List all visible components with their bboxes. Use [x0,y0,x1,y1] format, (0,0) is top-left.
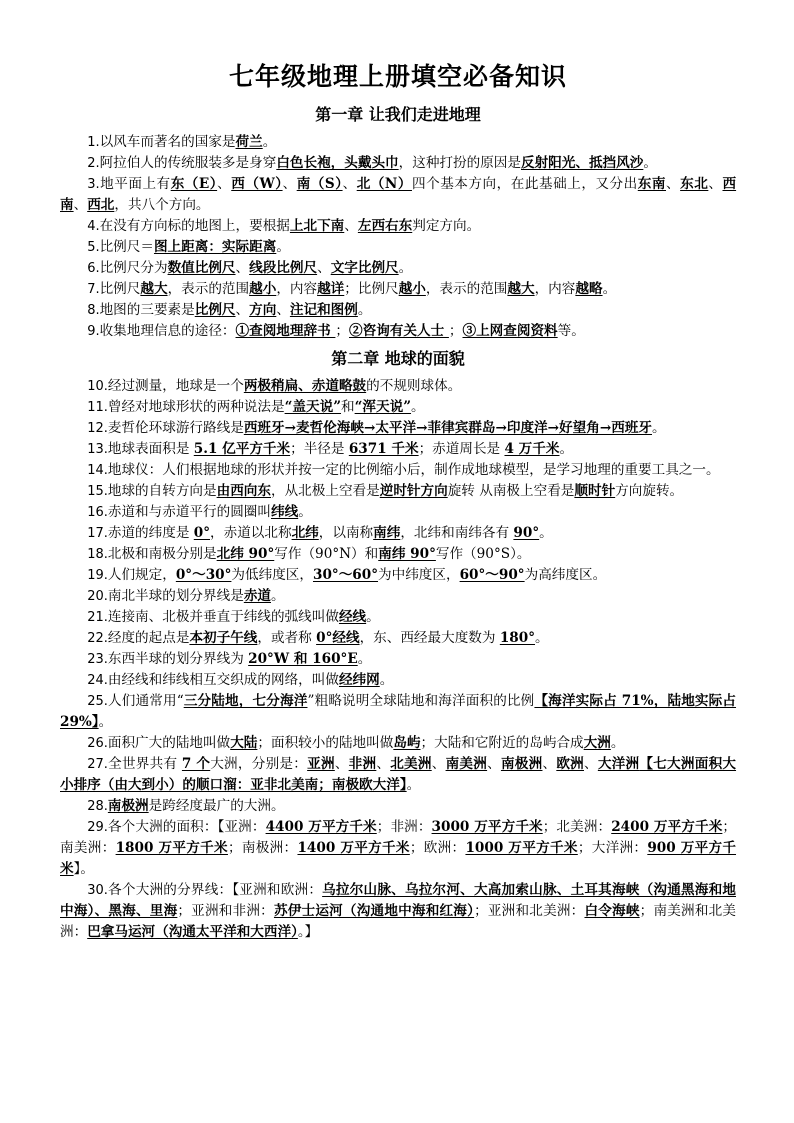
item-number: 29. [87,820,108,835]
item-number: 7. [87,282,100,297]
item-number: 25. [87,694,108,709]
item-text: 。 [276,239,290,255]
item-text: 地平面上有 [99,176,171,192]
answer-text: 南（S） [296,176,343,192]
answer-text: 三分陆地，七分海洋 [183,693,308,709]
item-text: ，以南称 [318,525,374,541]
item-text: 。 [271,588,285,604]
answer-text: 欧洲 [556,756,584,772]
answer-text: 顺时针 [574,483,616,499]
answer-text: “浑天说” [354,399,412,415]
item-text: ，东、西经最大度数为 [359,630,500,646]
answer-text: 岛屿 [393,735,421,751]
item-text: 地球的自转方向是 [107,483,217,499]
fill-blank-item [60,880,736,943]
answer-text: 1000 万平方千米 [465,840,578,856]
fill-blank-item [60,754,736,796]
item-text: 东西半球的划分界线为 [107,651,249,667]
item-number: 22. [87,631,108,646]
item-text: ；南极洲： [227,840,298,856]
item-text: 、 [235,260,250,276]
answer-text: 西北 [87,197,115,213]
item-text: ；南美洲： [60,819,736,856]
item-text: ，表示的范围 [167,281,250,297]
answer-text: 6371 千米 [348,441,419,457]
answer-text: 1400 万平方千米 [297,840,410,856]
item-text: 。 [643,155,657,171]
answer-text: 纬线 [271,504,299,520]
answer-text: 经纬网 [338,672,380,688]
answer-text: 越略 [575,281,603,297]
item-text: 。 [535,630,549,646]
answer-text: 北（N） [356,176,412,192]
item-number: 15. [87,484,108,499]
item-text: 。】 [297,924,319,940]
fill-blank-item [60,607,736,628]
answer-text: 1800 万平方千米 [115,840,228,856]
item-number: 9. [87,324,100,339]
item-text: 收集地理信息的途径： [99,323,236,339]
item-number: 20. [87,589,108,604]
item-text: 。 [406,777,421,793]
answer-text: 比例尺 [194,302,236,318]
answer-text: 7 个 [181,756,211,772]
item-text: 。 [411,399,425,415]
answer-text: 大洲 [583,735,611,751]
chapter-heading: 第二章 地球的面貌 [331,349,465,368]
document-page [60,60,736,943]
answer-text: 东（E） [170,176,218,192]
item-number: 19. [87,568,108,583]
item-text: 、 [344,218,358,234]
item-text: 。 [539,525,553,541]
fill-blank-item [60,237,736,258]
item-number: 10. [87,379,108,394]
item-text: 、 [342,176,357,192]
answer-text: 越大 [507,281,535,297]
answer-text: 白色长袍，头戴头巾 [276,155,399,171]
item-number: 12. [87,421,108,436]
answer-text: 反射阳光、抵挡风沙 [521,155,644,171]
item-number: 6. [87,261,100,276]
item-text: 。 [357,302,372,318]
answer-text: ③上网查阅资料 [462,323,558,339]
item-text: 连接南、北极并垂直于纬线的弧线叫做 [107,609,339,625]
answer-text: 0°经线 [316,630,360,646]
item-text: ；比例尺 [344,281,399,297]
answer-text: ①查阅地理辞书 [235,323,336,339]
fill-blank-item [60,418,736,439]
answer-text: 【海洋实际占 71%，陆地实际占 29%】 [60,693,737,730]
answer-text: 越小 [249,281,277,297]
answer-text: 60°～90° [459,567,525,583]
item-text: 。 [652,420,666,436]
answer-text: 【七大洲面积大小排序（由大到小）的顺口溜：亚非北美南；南极欧大洋】 [60,756,737,793]
item-text: ，赤道以北称 [210,525,292,541]
item-text: 面积广大的陆地叫做 [107,735,231,751]
item-text: 比例尺分为 [99,260,168,276]
answer-text: 白令海峡 [584,903,640,919]
fill-blank-item [60,481,736,502]
fill-blank-item [60,258,736,279]
item-number: 3. [87,177,100,192]
fill-blank-item [60,586,736,607]
answer-text: 北美洲 [390,756,432,772]
item-text: ”粗略说明全球陆地和海洋面积的比例 [307,693,535,709]
item-text: 。 [366,609,380,625]
item-text: 北极和南极分别是 [107,546,217,562]
item-text: 写作（90°N）和 [274,546,379,562]
answer-text: 本初子午线 [189,630,258,646]
answer-text: 越详 [317,281,345,297]
item-text: 全世界共有 [107,756,182,772]
item-text: ；面积较小的陆地叫做 [257,735,394,751]
item-text: 。 [379,672,394,688]
item-text: 是跨经度最广的大洲。 [148,798,285,814]
item-text: 曾经对地球形状的两种说法是 [107,399,285,415]
answer-text: 30°～60° [312,567,379,583]
item-text: 经度的起点是 [107,630,190,646]
item-text: ，北纬和南纬各有 [400,525,514,541]
item-text: 。 [559,441,574,457]
answer-text: 两极稍扁、赤道略鼓 [243,378,367,394]
fill-blank-item [60,460,736,481]
item-number: 27. [87,757,108,772]
fill-blank-item [60,565,736,586]
answer-text: 180° [499,630,536,646]
answer-text: 大陆 [230,735,258,751]
fill-blank-item [60,279,736,300]
answer-text: 南美洲 [445,756,488,772]
item-text: ；亚洲和非洲： [177,903,274,919]
item-number: 8. [87,303,100,318]
item-text: 的不规则球体。 [366,378,462,394]
item-text: ，内容 [276,281,318,297]
answer-text: 北纬 [291,525,319,541]
item-text: ；赤道周长是 [418,441,505,457]
item-text: 判定方向。 [412,218,481,234]
answer-text: 线段比例尺 [249,260,318,276]
item-text: 南北半球的划分界线是 [107,588,244,604]
answer-text: 4 万千米 [504,441,560,457]
answer-text: 西班牙→麦哲伦海峡→太平洋→菲律宾群岛→印度洋→好望角→西班牙 [243,420,652,436]
answer-text: 乌拉尔山脉、乌拉尔河、大高加索山脉、土耳其海峡（沟通黑海和地中海）、黑海、里海 [60,882,736,919]
item-text: 、 [542,756,557,772]
item-text: 、 [217,176,232,192]
answer-text: ②咨询有关人士 [349,323,449,339]
item-text: 】。 [73,861,94,877]
answer-text: 0° [193,525,211,541]
item-text: ，表示的范围 [425,281,508,297]
item-text: ；欧洲： [409,840,466,856]
answer-text: 东北 [680,176,709,192]
item-text: 各个大洲的分界线：【亚洲和欧洲： [107,882,323,898]
answer-text: “盖天说” [284,399,342,415]
fill-blank-item [60,216,736,237]
answer-text: 注记和图例 [289,302,358,318]
item-text: ；南美洲和北美洲： [60,903,737,940]
answer-text: 上北下南 [289,218,345,234]
fill-blank-item [60,397,736,418]
item-text: 等。 [557,323,585,339]
answer-text: 大洋洲 [597,756,640,772]
item-text: 。 [357,651,372,667]
item-text: 、 [376,756,391,772]
item-number: 23. [87,652,108,667]
item-text: 为低纬度区， [231,567,313,583]
item-text: ；大陆和它附近的岛屿合成 [420,735,584,751]
item-text: 、 [317,260,331,276]
item-number: 2. [87,156,100,171]
fill-blank-item [60,817,736,880]
item-text: 阿拉伯人的传统服装多是身穿 [99,155,277,171]
item-text: 地图的三要素是 [99,302,195,318]
item-number: 17. [87,526,108,541]
item-text: ，内容 [534,281,576,297]
item-text: 旋转 从南极上空看是 [447,483,575,499]
fill-blank-item [60,502,736,523]
item-number: 1. [87,135,100,150]
item-text: ，这种打扮的原因是 [398,155,521,171]
item-text: 各个大洲的面积：【亚洲： [107,819,266,835]
item-text: 。 [298,504,312,520]
item-text: 、 [666,176,681,192]
answer-text: 20°W 和 160°E [248,651,358,667]
item-text: 地球仪：人们根据地球的形状并按一定的比例缩小后，制作成地球模型，是学习地理的重要工具之一。 [107,462,720,478]
item-number: 24. [87,673,108,688]
answer-text: 南极洲 [500,756,543,772]
answer-text: 数值比例尺 [167,260,236,276]
item-text: ；亚洲和北美洲： [474,903,585,919]
fill-blank-item [60,321,736,342]
item-text: ；北美洲： [542,819,612,835]
fill-blank-item [60,153,736,174]
item-text: 在没有方向标的地图上，要根据 [99,218,290,234]
item-text: ；半径是 [290,441,349,457]
fill-blank-item [60,174,736,216]
answer-text: 逆时针方向 [379,483,448,499]
item-number: 26. [87,736,108,751]
fill-blank-item [60,733,736,754]
answer-text: 文字比例尺 [330,260,399,276]
answer-text: 5.1 亿平方千米 [193,441,291,457]
fill-blank-item [60,670,736,691]
item-text: ；大洋洲： [577,840,648,856]
fill-blank-item [60,796,736,817]
item-number: 11. [87,400,108,415]
item-text: 、 [584,756,598,772]
item-number: 21. [87,610,108,625]
item-number: 4. [87,219,100,234]
answer-text: 南纬 [373,525,401,541]
answer-text: 方向 [249,302,277,318]
answer-text: 越小 [398,281,426,297]
item-number: 5. [87,240,100,255]
item-text: 麦哲伦环球游行路线是 [107,420,244,436]
item-text: 、 [73,197,88,213]
answer-text: 西（W） [231,176,283,192]
fill-blank-item [60,628,736,649]
fill-blank-item [60,376,736,397]
answer-text: 亚洲 [307,756,335,772]
fill-blank-item [60,544,736,565]
item-text: 、 [334,756,349,772]
item-number: 18. [87,547,108,562]
item-text: 四个基本方向，在此基础上，又分出 [411,176,638,192]
item-text: 、 [431,756,446,772]
item-text: 大洲，分别是： [210,756,308,772]
item-text: 人们规定， [107,567,176,583]
item-text: 。 [98,714,113,730]
item-text: 人们通常用“ [107,693,184,709]
answer-text: 西南 [60,176,737,213]
fill-blank-item [60,300,736,321]
item-text: 、 [487,756,501,772]
item-text: ，从北极上空看是 [271,483,380,499]
fill-blank-item [60,691,736,733]
item-number: 13. [87,442,108,457]
answer-text: 东南 [637,176,666,192]
item-number: 14. [87,463,108,478]
answer-text: 南极洲 [107,798,149,814]
item-text: 和 [341,399,355,415]
item-text: ，共八个方向。 [114,197,210,213]
answer-text: 图上距离：实际距离 [153,239,277,255]
item-text: 、 [235,302,250,318]
answer-text: 非洲 [348,756,377,772]
item-text: 比例尺 [99,281,141,297]
item-number: 28. [87,799,108,814]
item-text: 为高纬度区。 [524,567,607,583]
answer-text: 90° [513,525,540,541]
item-text: 。 [602,281,617,297]
fill-blank-item [60,439,736,460]
answer-text: 巴拿马运河（沟通太平洋和大西洋） [87,924,298,940]
item-text: 地球表面积是 [107,441,194,457]
item-text: 。 [262,134,277,150]
fill-blank-item [60,132,736,153]
item-text: 。 [610,735,625,751]
answer-text: 北纬 90° [216,546,275,562]
item-text: 方向旋转。 [615,483,684,499]
answer-text: 经线 [338,609,367,625]
item-text: ；非洲： [376,819,432,835]
answer-text: 越大 [140,281,168,297]
item-text: 以风车而著名的国家是 [99,134,236,150]
item-text: ，或者称 [257,630,317,646]
answer-text: 2400 万平方千米 [611,819,723,835]
answer-text: 苏伊士运河（沟通地中海和红海） [273,903,475,919]
fill-blank-item [60,649,736,670]
item-text: 由经线和纬线相互交织成的网络，叫做 [107,672,339,688]
document-body [60,102,736,943]
answer-text: 0°～30° [175,567,232,583]
item-text: 、 [708,176,723,192]
chapter-heading: 第一章 让我们走进地理 [315,105,481,124]
item-text: 写作（90°S）。 [435,546,531,562]
item-text: 为中纬度区， [378,567,460,583]
answer-text: 左西右东 [357,218,413,234]
page-title: 七年级地理上册填空必备知识 [228,62,567,91]
item-text: 赤道的纬度是 [107,525,194,541]
answer-text: 由西向东 [216,483,271,499]
item-text: ； [448,323,463,339]
item-number: 16. [87,505,108,520]
answer-text: 南纬 90° [378,546,436,562]
item-text: 比例尺＝ [99,239,154,255]
answer-text: 3000 万平方千米 [431,819,543,835]
answer-text: 4400 万平方千米 [265,819,377,835]
item-text: 。 [398,260,413,276]
item-text: ； [335,323,350,339]
fill-blank-item [60,523,736,544]
item-number: 30. [87,883,108,898]
item-text: 经过测量，地球是一个 [107,378,244,394]
answer-text: 赤道 [243,588,271,604]
item-text: 、 [276,302,290,318]
answer-text: 900 万平方千米 [60,840,737,877]
answer-text: 荷兰 [235,134,263,150]
item-text: 、 [282,176,297,192]
item-text: 赤道和与赤道平行的圆圈叫 [107,504,271,520]
